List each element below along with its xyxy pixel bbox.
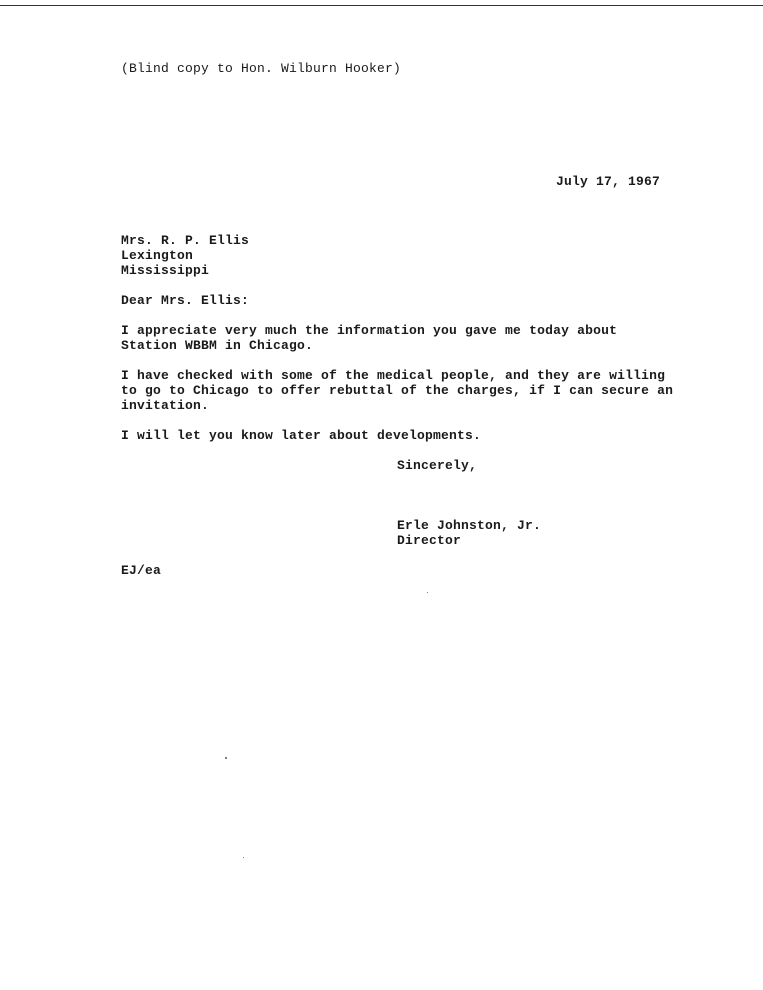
signer-name: Erle Johnston, Jr. [397,518,542,533]
body-line: I have checked with some of the medical people, and they are willing [121,368,666,383]
recipient-city: Lexington [121,248,194,263]
paper-speck [427,592,428,593]
salutation: Dear Mrs. Ellis: [121,293,250,308]
body-line: to go to Chicago to offer rebuttal of the charges, if I can secure an [121,383,674,398]
signer-title: Director [397,533,462,548]
body-line: I will let you know later about developments. [121,428,482,443]
top-edge-rule [0,5,763,6]
closing: Sincerely, [397,458,478,473]
reference-initials: EJ/ea [121,563,162,578]
paper-speck [225,757,227,759]
body-line: Station WBBM in Chicago. [121,338,314,353]
body-line: I appreciate very much the information you gave me today about [121,323,618,338]
recipient-name: Mrs. R. P. Ellis [121,233,250,248]
blind-copy-note: (Blind copy to Hon. Wilburn Hooker) [121,61,402,76]
paper-speck [243,857,244,858]
body-line: invitation. [121,398,210,413]
letter-date: July 17, 1967 [556,174,661,189]
recipient-state: Mississippi [121,263,210,278]
